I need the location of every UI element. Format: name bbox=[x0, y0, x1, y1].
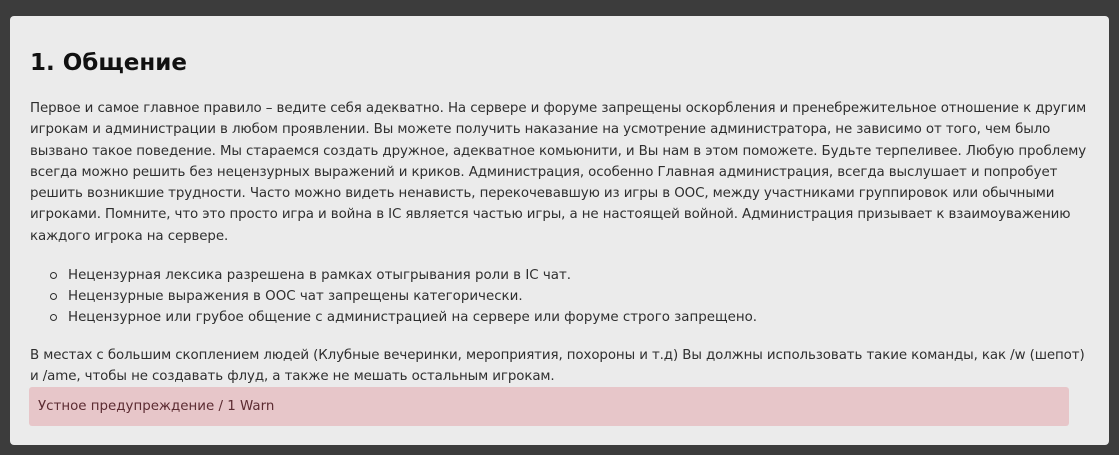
rules-list bbox=[30, 265, 1089, 328]
penalty-alert: Устное предупреждение / 1 Warn bbox=[29, 387, 1069, 426]
rules-section-card bbox=[10, 16, 1109, 445]
section-title: 1. Общение bbox=[30, 50, 187, 76]
rule-text: Нецензурное или грубое общение с администрацией на сервере или форуме строго запрещено. bbox=[68, 310, 758, 326]
list-item bbox=[50, 286, 1089, 307]
intro-paragraph: Первое и самое главное правило – ведите себя адекватно. На сервере и форуме запрещены оскорбления и пренебрежительное отношение к другим игрокам и администрации в любом проявлении. Вы можете получить наказание на усмотрение администратора, не зависимо от того, чем было вызвано такое поведение. Мы стараемся создать дружное, адекватное комьюнити, и Вы нам в этом поможете. Будьте терпеливее. Любую проблему всегда можно решить без нецензурных выражений и криков. Администрация, особенно Главная администрация, всегда выслушает и попробует решить возникшие трудности. Часто можно видеть ненависть, перекочевавшую из игры в ООС, между участниками группировок или обычными игроками. Помните, что это просто игра и война в IC является частью игры, а не настоящей войной. Администрация призывает к взаимоуважению каждого игрока на сервере. bbox=[30, 101, 1087, 244]
circle-bullet-icon bbox=[50, 293, 57, 300]
list-item bbox=[50, 307, 1089, 328]
list-item bbox=[50, 265, 1089, 286]
circle-bullet-icon bbox=[50, 314, 57, 321]
rule-text: Нецензурная лексика разрешена в рамках отыгрывания роли в IC чат. bbox=[68, 268, 572, 284]
note-paragraph: В местах с большим скоплением людей (Клубные вечеринки, мероприятия, похороны и т.д) Вы должны использовать такие команды, как /w (шепот) и /ame, чтобы не создавать флуд, а также не мешать остальным игрокам. bbox=[30, 348, 1085, 385]
rule-text: Нецензурные выражения в ООС чат запрещены категорически. bbox=[68, 289, 523, 305]
circle-bullet-icon bbox=[50, 272, 57, 279]
